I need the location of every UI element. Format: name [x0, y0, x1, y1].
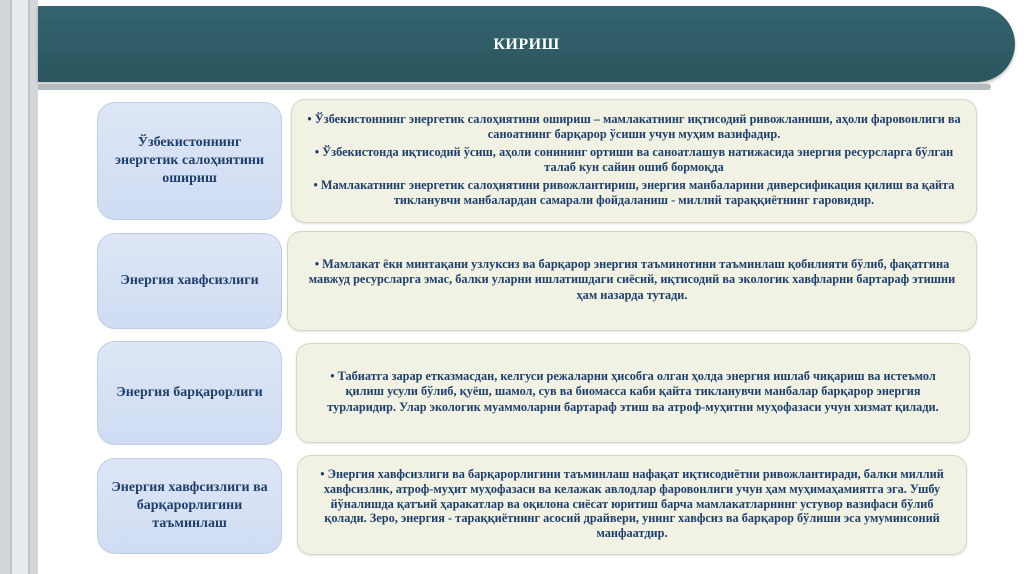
banner-underline [38, 84, 991, 90]
left-decor-stripe [10, 0, 30, 574]
bullet-text: • Ўзбекистоннинг энергетик салоҳиятини ошириш – мамлакатнинг иқтисодий ривожланиши, аҳоли фаровонлиги ва саноатнинг барқарор ўсиши учун муҳим вазифадир. [307, 111, 961, 141]
content-box-energy-security [287, 231, 977, 331]
bullet-text: • Энергия хавфсизлиги ва барқарорлигини таъминлаш нафақат иқтисодиётни ривожлантиради, балки миллий хавфсизлик, атроф-муҳит муҳофазаси ва келажак авлодлар фаровонлиги учун ҳам муҳимаҳамиятга эга. Ушбу йўналишда қатъий ҳаракатлар ва оқилона сиёсат юритиш барча мамлакатларнинг устувор вазифаси бўлиб қолади. Зеро, энергия - тараққиётнинг асосий драйвери, унинг хавфсиз ва барқарор бўлиши эса умуминсоний манфаатдир. [320, 467, 944, 541]
label-security-and-sustainability: Энергия хавфсизлиги ва барқарорлигини таъминлаш [97, 458, 282, 554]
title-banner [38, 6, 1015, 82]
label-energy-sustainability: Энергия барқарорлиги [97, 341, 282, 445]
label-energy-security: Энергия хавфсизлиги [97, 233, 282, 329]
content-box-energy-sustainability [296, 343, 970, 443]
page-title: КИРИШ [493, 36, 560, 53]
bullet-text: • Табиатга зарар етказмасдан, келгуси режаларни ҳисобга олган ҳолда энергия ишлаб чиқариш ва истеъмол қилиш усули бўлиб, қуёш, шамол, сув ва биомасса каби қайта тикланувчи манбалар барқарор энергия турларидир. Улар экологик муаммоларни бартараф этиш ва атроф-муҳитни муҳофазаси учун хизмат қилади. [327, 368, 939, 414]
content-box-security-and-sustainability [297, 455, 967, 555]
label-energy-potential: Ўзбекистоннинг энергетик салоҳиятини ошириш [97, 102, 282, 220]
content-box-energy-potential [291, 99, 977, 223]
bullet-text: • Ўзбекистонда иқтисодий ўсиш, аҳоли сонининг ортиши ва саноатлашув натижасида энергия ресурсларга бўлган талаб кун сайин ошиб бормоқда [314, 144, 954, 174]
bullet-text: • Мамлакат ёки минтақани узлуксиз ва барқарор энергия таъминотини таъминлаш қобилияти бўлиб, фақатгина мавжуд ресурсларга эмас, балки уларни ишлатишдаги сиёсий, иқтисодий ва экологик хавфларни бартараф этишни ҳам назарда тутади. [308, 256, 956, 302]
bullet-text: • Мамлакатнинг энергетик салоҳиятини ривожлантириш, энергия манбаларини диверсификация қилиш ва қайта тикланувчи манбалардан самарали фойдаланиш - миллий тараққиётнинг гаровидир. [313, 177, 955, 207]
